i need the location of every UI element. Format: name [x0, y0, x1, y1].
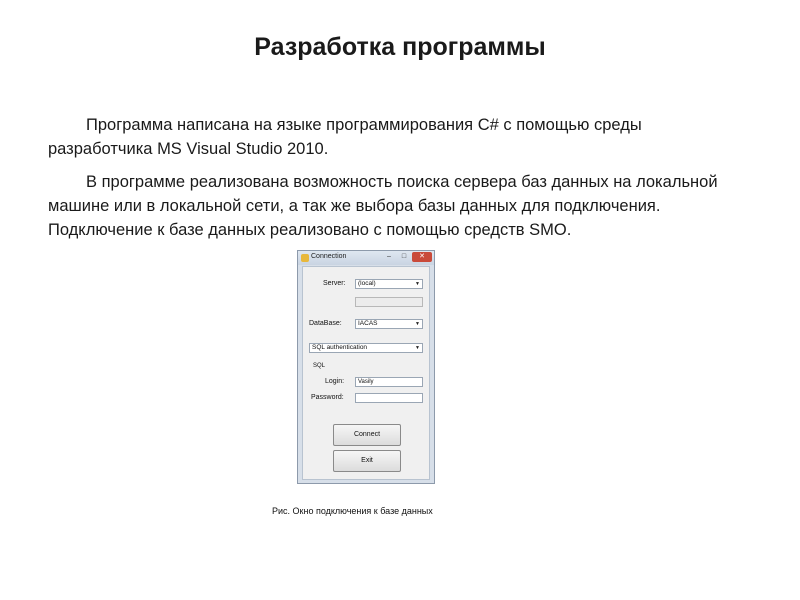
password-label: Password:	[311, 394, 344, 401]
paragraph-2-text: В программе реализована возможность поиска сервера баз данных на локальной машине или в локальной сети, а так же выбора базы данных для подключения. Подключение к базе данных реализовано с помощью средств SMO.	[48, 173, 718, 239]
connection-window-screenshot	[297, 250, 435, 484]
paragraph-2	[48, 170, 748, 242]
paragraph-1	[48, 113, 748, 161]
sql-group-label: SQL	[313, 363, 326, 369]
database-value: IACAS	[358, 320, 378, 327]
login-input[interactable]: Vasily	[355, 377, 423, 387]
login-label: Login:	[325, 378, 345, 385]
server-label: Server:	[323, 280, 346, 287]
auth-mode-value: SQL authentication	[312, 344, 368, 351]
server-name-field	[355, 297, 423, 307]
app-icon	[301, 254, 309, 262]
chevron-down-icon: ▼	[415, 321, 420, 327]
chevron-down-icon: ▼	[415, 345, 420, 351]
paragraph-1-text: Программа написана на языке программирования C# с помощью среды разработчика MS Visual Studio 2010.	[48, 116, 642, 158]
database-select[interactable]	[355, 319, 423, 329]
connect-button[interactable]: Connect	[333, 424, 401, 446]
maximize-icon[interactable]: □	[401, 253, 407, 260]
window-body	[302, 266, 430, 480]
window-title: Connection	[311, 253, 347, 260]
minimize-icon[interactable]: –	[387, 253, 391, 260]
slide-title: Разработка программы	[254, 33, 546, 61]
database-label: DataBase:	[309, 320, 342, 327]
window-titlebar	[298, 251, 434, 265]
server-select[interactable]	[355, 279, 423, 289]
auth-mode-select[interactable]	[309, 343, 423, 353]
chevron-down-icon: ▼	[415, 281, 420, 287]
server-value: (local)	[358, 280, 376, 287]
close-icon[interactable]: ✕	[412, 252, 432, 262]
exit-button[interactable]: Exit	[333, 450, 401, 472]
figure-caption: Рис. Окно подключения к базе данных	[272, 506, 433, 516]
password-input[interactable]	[355, 393, 423, 403]
